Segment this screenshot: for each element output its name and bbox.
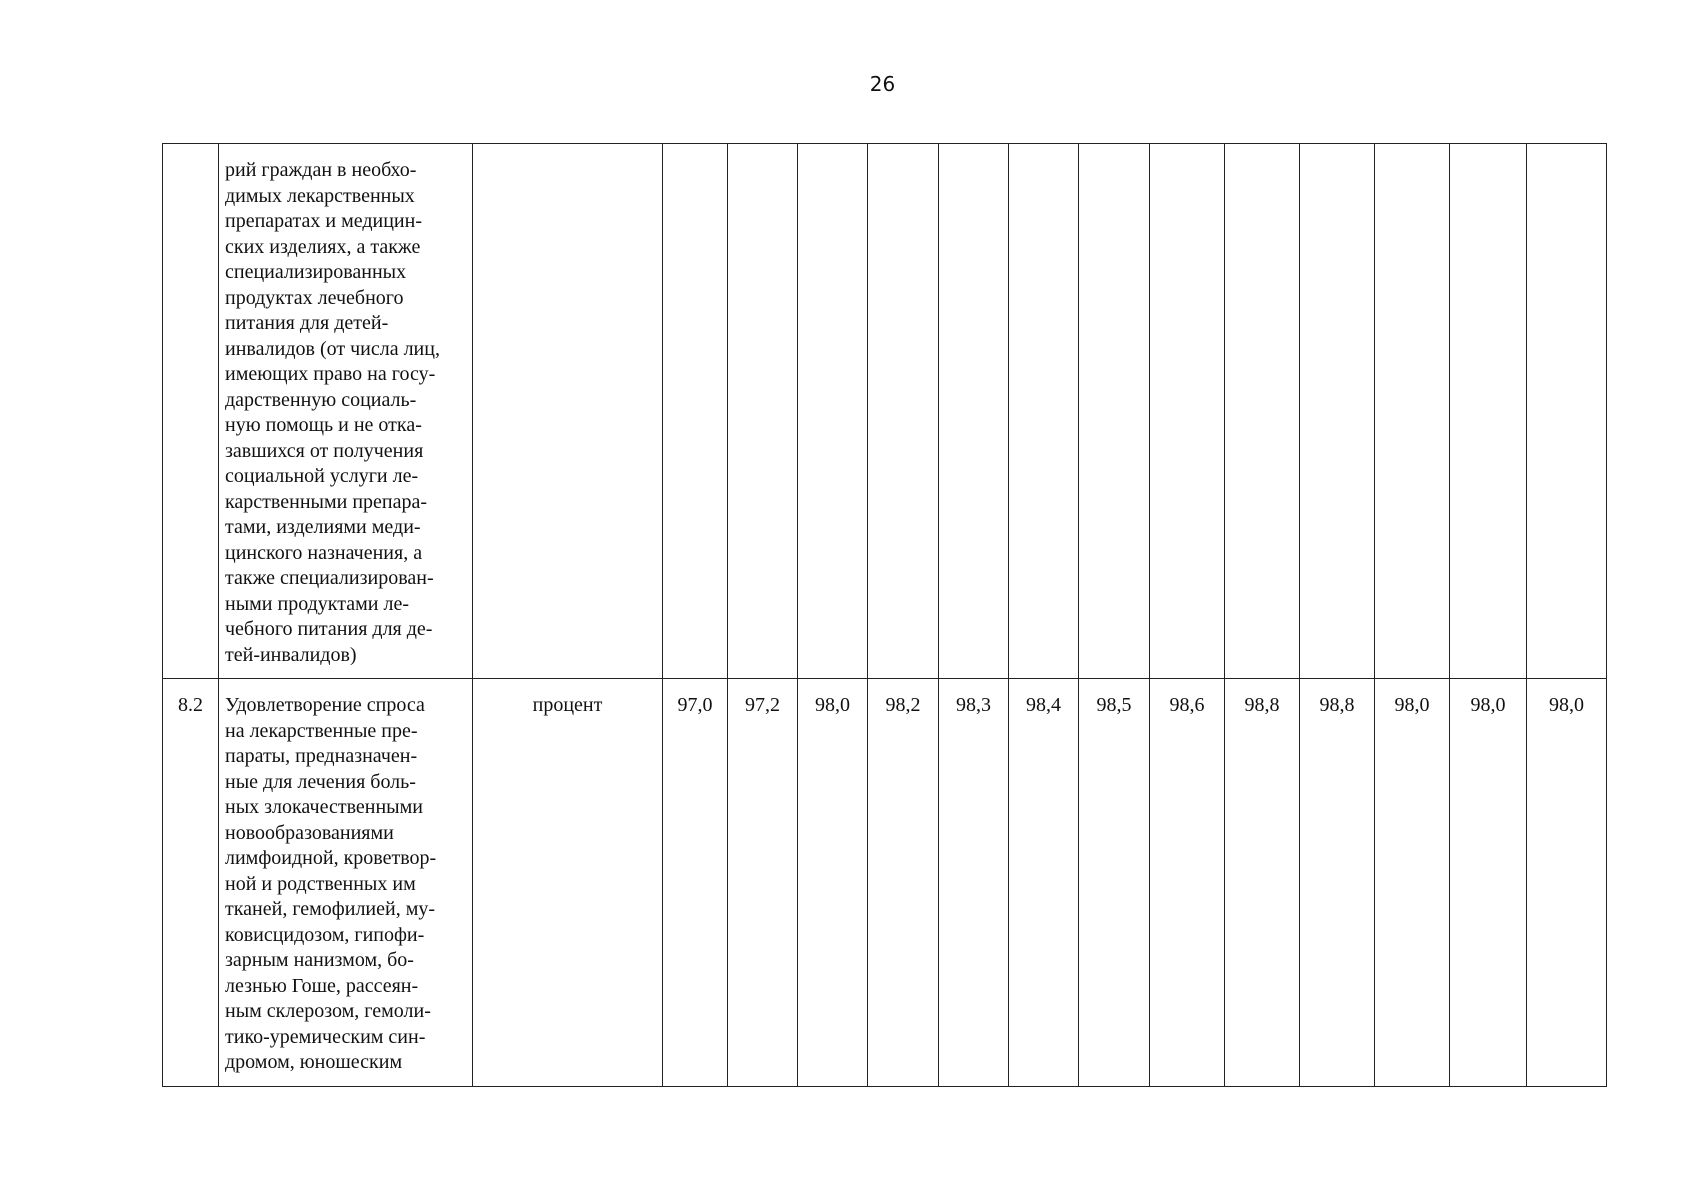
row-unit: процент [473, 679, 663, 1087]
description-line: ную помощь и не отка- [225, 414, 422, 436]
row-description [219, 679, 473, 1087]
value-cell [798, 144, 868, 679]
row-description [219, 144, 473, 679]
row-unit [473, 144, 663, 679]
description-line: дромом, юношеским [225, 1051, 403, 1073]
description-line: препаратах и медицин- [225, 210, 423, 232]
value-cell: 98,8 [1225, 679, 1300, 1087]
description-line: димых лекарственных [225, 184, 415, 207]
value-cell [939, 144, 1009, 679]
description-line: ских изделиях, а также [225, 235, 421, 258]
value-cell: 98,6 [1150, 679, 1225, 1087]
indicator-table [162, 143, 1607, 1087]
value-cell [663, 144, 728, 679]
description-line: зарным нанизмом, бо- [225, 949, 414, 971]
row-number: 8.2 [163, 679, 219, 1087]
table-row [163, 679, 1607, 1087]
value-cell: 97,2 [728, 679, 798, 1087]
description-line: ной и родственных им [225, 872, 416, 895]
value-cell: 98,0 [1527, 679, 1607, 1087]
description-line: цинского назначения, а [225, 541, 423, 564]
value-cell: 98,2 [868, 679, 939, 1087]
value-cell [1009, 144, 1079, 679]
value-cell [1450, 144, 1527, 679]
description-line: лимфоидной, кроветвор- [225, 847, 437, 869]
description-line: питания для детей- [225, 312, 389, 334]
description-line: карственными препара- [225, 490, 428, 513]
description-line: тико-уремическим син- [225, 1025, 426, 1048]
value-cell [868, 144, 939, 679]
value-cell: 98,8 [1300, 679, 1375, 1087]
description-line: на лекарственные пре- [225, 719, 418, 742]
row-number [163, 144, 219, 679]
value-cell: 98,0 [1450, 679, 1527, 1087]
description-line: параты, предназначен- [225, 745, 418, 767]
value-cell: 98,0 [1375, 679, 1450, 1087]
description-line: новообразованиями [225, 821, 394, 844]
description-line: тами, изделиями меди- [225, 516, 421, 538]
description-line: Удовлетворение спроса [225, 694, 425, 716]
value-cell [1527, 144, 1607, 679]
description-line: чебного питания для де- [225, 618, 433, 640]
description-line: тканей, гемофилией, му- [225, 898, 436, 920]
description-line: продуктах лечебного [225, 286, 404, 309]
table-row [163, 144, 1607, 679]
description-line: инвалидов (от числа лиц, [225, 337, 440, 360]
description-line: также специализирован- [225, 567, 434, 589]
description-line: ных злокачественными [225, 796, 423, 818]
value-cell [1300, 144, 1375, 679]
page-number: 26 [869, 72, 896, 96]
value-cell [1150, 144, 1225, 679]
value-cell: 98,5 [1079, 679, 1150, 1087]
value-cell [1225, 144, 1300, 679]
value-cell: 98,3 [939, 679, 1009, 1087]
description-line: дарственную социаль- [225, 388, 417, 411]
description-line: имеющих право на госу- [225, 363, 436, 385]
description-line: ковисцидозом, гипофи- [225, 923, 425, 946]
value-cell: 97,0 [663, 679, 728, 1087]
description-line: ные для лечения боль- [225, 770, 416, 793]
description-line: тей-инвалидов) [225, 643, 357, 666]
value-cell [1375, 144, 1450, 679]
description-line: завшихся от получения [225, 439, 424, 462]
value-cell [728, 144, 798, 679]
description-line: ным склерозом, гемоли- [225, 1000, 431, 1022]
description-line: лезнью Гоше, рассеян- [225, 974, 419, 997]
description-line: рий граждан в необхо- [225, 159, 417, 181]
value-cell: 98,0 [798, 679, 868, 1087]
description-line: ными продуктами ле- [225, 592, 409, 615]
value-cell [1079, 144, 1150, 679]
description-line: социальной услуги ле- [225, 465, 419, 487]
value-cell: 98,4 [1009, 679, 1079, 1087]
description-line: специализированных [225, 261, 407, 283]
